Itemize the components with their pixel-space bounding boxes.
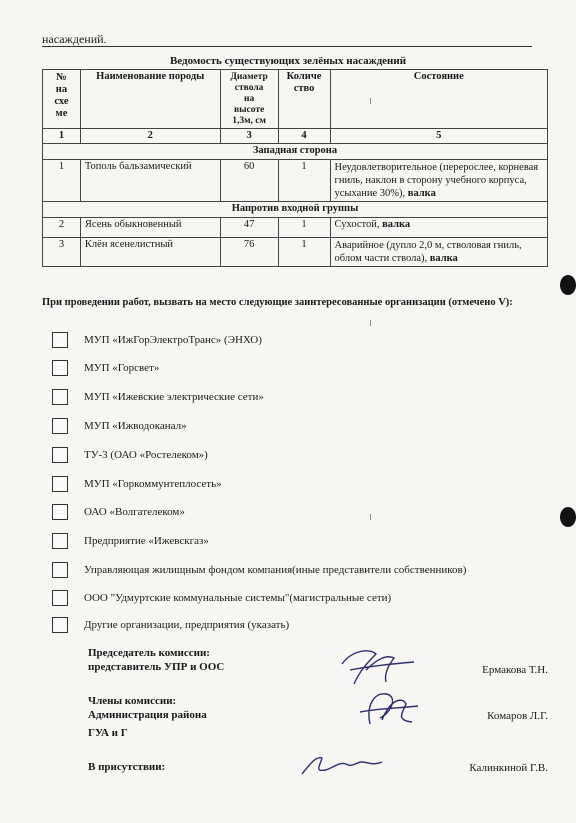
- org-label: МУП «ИжГорЭлектроТранс» (ЭНХО): [84, 334, 262, 346]
- condition-text: Неудовлетворительное (перерослее, корневая гниль, наклон в сторону учебного корпуса, усыхание 30%),: [334, 162, 539, 199]
- cell-species: Тополь бальзамический: [80, 160, 220, 202]
- org-checkbox[interactable]: [52, 360, 68, 376]
- table-row: [43, 160, 548, 202]
- header-count: Количе ство: [278, 70, 330, 129]
- presence-name: Калинкиной Г.В.: [469, 762, 548, 774]
- cell-diameter: 76: [220, 238, 278, 267]
- column-number: 1: [43, 129, 81, 144]
- column-number: 4: [278, 129, 330, 144]
- org-item: [52, 417, 187, 435]
- scan-speck: [370, 320, 371, 326]
- org-item: [52, 475, 222, 493]
- chairman-block: [88, 646, 548, 680]
- org-checkbox[interactable]: [52, 533, 68, 549]
- column-number: 2: [80, 129, 220, 144]
- org-label: Управляющая жилищным фондом компания(иные представители собственников): [84, 564, 467, 576]
- chairman-role: представитель УПР и ООС: [88, 661, 225, 673]
- table-title: Ведомость существующих зелёных насаждений: [169, 55, 407, 67]
- column-numbers-row: [43, 129, 548, 144]
- hole-punch: [560, 275, 576, 295]
- hole-punch: [560, 507, 576, 527]
- org-item: [52, 503, 185, 521]
- org-label: Другие организации, предприятия (указать): [84, 619, 290, 631]
- cell-no: 3: [43, 238, 81, 267]
- cell-count: 1: [278, 218, 330, 238]
- presence-signature: [296, 748, 386, 782]
- section-row: [43, 202, 548, 218]
- cell-no: 2: [43, 218, 81, 238]
- cell-count: 1: [278, 238, 330, 267]
- org-checkbox[interactable]: [52, 504, 68, 520]
- cell-condition: [330, 218, 547, 238]
- section-title: Напротив входной группы: [43, 202, 548, 218]
- org-checkbox[interactable]: [52, 476, 68, 492]
- scan-speck: [370, 514, 371, 520]
- scan-speck: [370, 98, 371, 104]
- org-checkbox[interactable]: [52, 332, 68, 348]
- chairman-signature: [330, 640, 420, 692]
- plants-table: [42, 69, 548, 267]
- org-item: [52, 589, 391, 607]
- org-label: МУП «Ижводоканал»: [84, 420, 187, 432]
- chairman-label: Председатель комиссии:: [88, 647, 210, 659]
- org-checkbox[interactable]: [52, 562, 68, 578]
- org-item: [52, 561, 466, 579]
- cell-species: Клён ясенелистный: [80, 238, 220, 267]
- action-text: валка: [382, 219, 411, 230]
- condition-text: Сухостой,: [334, 219, 380, 230]
- column-number: 5: [330, 129, 547, 144]
- org-label: МУП «Горсвет»: [84, 362, 160, 374]
- org-item: [52, 532, 209, 550]
- top-line-text: насаждений.: [42, 32, 532, 47]
- call-organizations-text: При проведении работ, вызвать на место следующие заинтересованные организации (отмечено V):: [42, 297, 513, 308]
- action-text: валка: [407, 188, 436, 199]
- member-name: Комаров Л.Г.: [487, 710, 548, 722]
- section-row: [43, 144, 548, 160]
- cell-condition: [330, 160, 547, 202]
- presence-label: В присутствии:: [88, 761, 166, 773]
- org-checkbox[interactable]: [52, 418, 68, 434]
- cell-diameter: 60: [220, 160, 278, 202]
- header-diameter: Диаметр ствола на высоте 1,3м, см: [220, 70, 278, 129]
- header-species: Наименование породы: [80, 70, 220, 129]
- members-label: Члены комиссии:: [88, 695, 177, 707]
- org-item: [52, 388, 264, 406]
- condition-text: Аварийное (дупло 2,0 м, стволовая гниль, облом части ствола),: [334, 240, 522, 264]
- org-label: Предприятие «Ижевскгаз»: [84, 535, 209, 547]
- table-row: [43, 218, 548, 238]
- header-condition: Состояние: [330, 70, 547, 129]
- org-checkbox[interactable]: [52, 447, 68, 463]
- members-block: [88, 694, 548, 742]
- cell-condition: [330, 238, 547, 267]
- member-signature: [352, 686, 422, 730]
- table-header-row: [43, 70, 548, 129]
- org-checkbox[interactable]: [52, 590, 68, 606]
- section-title: Западная сторона: [43, 144, 548, 160]
- cell-no: 1: [43, 160, 81, 202]
- column-number: 3: [220, 129, 278, 144]
- table-row: [43, 238, 548, 267]
- chairman-name: Ермакова Т.Н.: [482, 664, 548, 676]
- org-label: ОАО «Волгателеком»: [84, 506, 185, 518]
- org-checkbox[interactable]: [52, 617, 68, 633]
- org-item: [52, 616, 289, 634]
- header-no: № на схе ме: [43, 70, 81, 129]
- cell-count: 1: [278, 160, 330, 202]
- cell-diameter: 47: [220, 218, 278, 238]
- org-checkbox[interactable]: [52, 389, 68, 405]
- org-item: [52, 331, 262, 349]
- org-label: ТУ-3 (ОАО «Ростелеком»): [84, 449, 208, 461]
- members-org: Администрация района: [88, 709, 207, 721]
- action-text: валка: [429, 253, 458, 264]
- cell-species: Ясень обыкновенный: [80, 218, 220, 238]
- org-item: [52, 446, 208, 464]
- org-item: [52, 359, 159, 377]
- org-label: МУП «Горкоммунтеплосеть»: [84, 478, 222, 490]
- org-label: МУП «Ижевские электрические сети»: [84, 391, 264, 403]
- org-label: ООО "Удмуртские коммунальные системы"(магистральные сети): [84, 592, 392, 604]
- members-org-2: ГУА и Г: [88, 727, 128, 739]
